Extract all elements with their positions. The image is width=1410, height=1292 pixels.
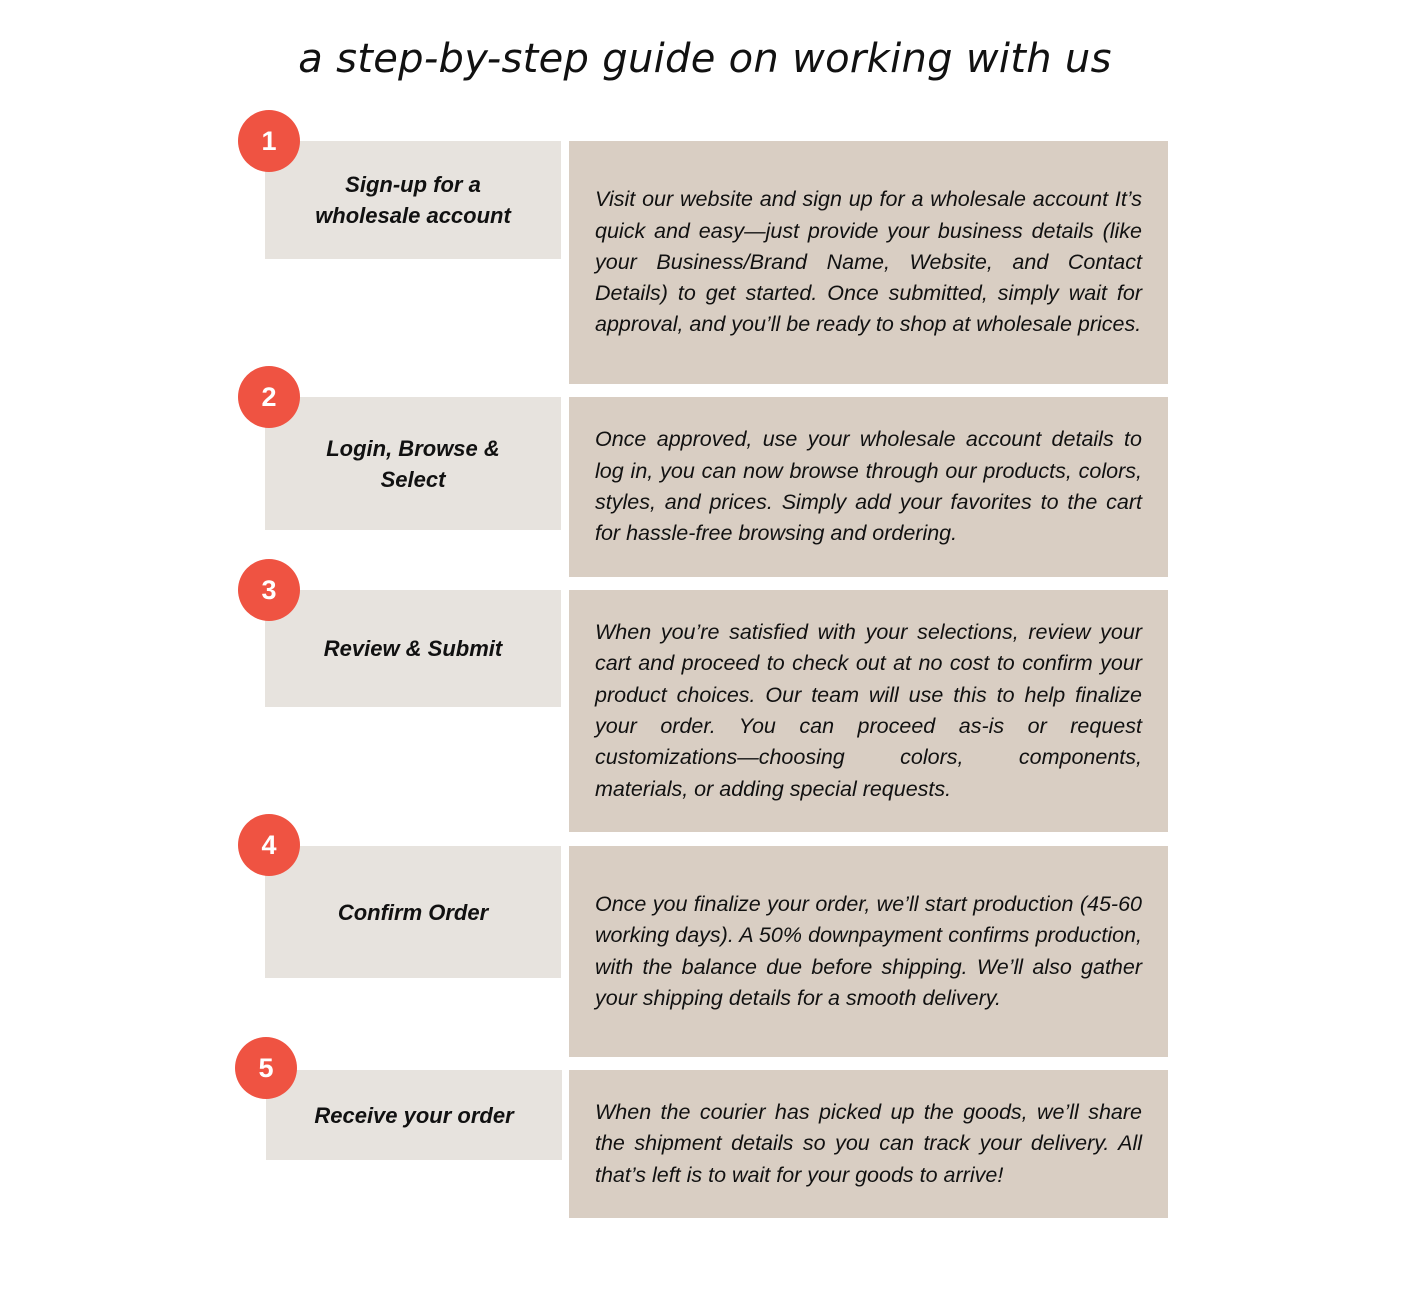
step-title: Confirm Order — [337, 899, 489, 925]
step-description: Visit our website and sign up for a wholesale account It’s quick and easy—just provide your business details (like your Business/Brand Name, Website, and Contact Details) to get started. Once submitted, simply wait for approval, and you’ll be ready to shop at wholesale prices. — [595, 187, 1142, 337]
step-number-badge: 1 — [238, 110, 300, 172]
step-number-badge: 2 — [238, 366, 300, 428]
step-description: When you’re satisfied with your selections, review your cart and proceed to check out at no cost to confirm your product choices. Our team will use this to help finalize your order. You can proceed as-is or request customizations—choosing colors, components, materials, or adding special requests. — [595, 620, 1142, 801]
step-title-box — [265, 590, 561, 707]
step-number-badge: 4 — [238, 814, 300, 876]
step-description-box — [569, 846, 1168, 1057]
step-title: Login, Browse & Select — [326, 435, 500, 492]
step-description: Once you finalize your order, we’ll start production (45-60 working days). A 50% downpayment confirms production, with the balance due before shipping. We’ll also gather your shipping details for a smooth delivery. — [595, 891, 1142, 1010]
step-description-box — [569, 590, 1168, 832]
page-title: a step-by-step guide on working with us — [298, 36, 1112, 82]
step-title: Receive your order — [314, 1102, 514, 1128]
step-title-box — [265, 141, 561, 259]
step-number-badge: 3 — [238, 559, 300, 621]
step-description-box — [569, 1070, 1168, 1218]
step-number-badge: 5 — [235, 1037, 297, 1099]
step-title-box — [266, 1070, 562, 1160]
step-title: Review & Submit — [323, 636, 503, 661]
step-title-box — [265, 397, 561, 530]
step-description: When the courier has picked up the goods, we’ll share the shipment details so you can track your delivery. All that’s left is to wait for your goods to arrive! — [595, 1100, 1142, 1187]
step-title-box — [265, 846, 561, 978]
step-title: Sign-up for a wholesale account — [315, 172, 511, 228]
step-description-box — [569, 397, 1168, 577]
step-description-box — [569, 141, 1168, 384]
step-description: Once approved, use your wholesale account details to log in, you can now browse through our products, colors, styles, and prices. Simply add your favorites to the cart for hassle-free browsing and ordering. — [595, 427, 1142, 546]
